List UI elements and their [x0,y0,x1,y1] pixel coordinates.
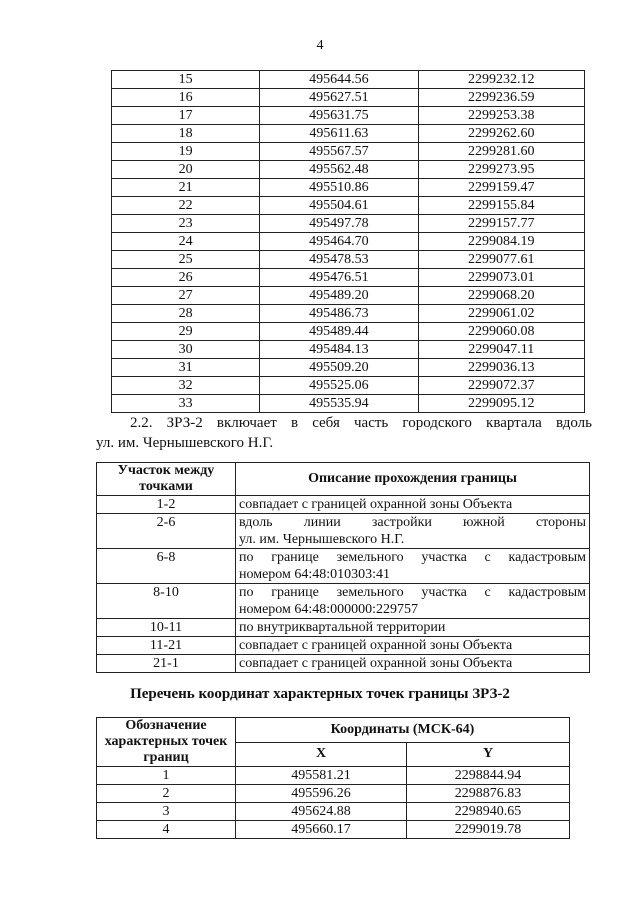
point-number: 29 [112,323,260,341]
coord-x: 495489.20 [260,287,418,305]
point-number: 24 [112,233,260,251]
description-cell [236,496,590,514]
coord-x: 495484.13 [260,341,418,359]
point-number: 21 [112,179,260,197]
coord-x: 495509.20 [260,359,418,377]
coord-x: 495478.53 [260,251,418,269]
table-row [112,341,585,359]
description-line: номером 64:48:000000:229757 [239,602,419,617]
table-row [112,179,585,197]
segment-cell: 10-11 [97,619,236,637]
point-number: 18 [112,125,260,143]
coord-y: 2299155.84 [418,197,584,215]
description-cell [236,655,590,673]
coord-y: 2299047.11 [418,341,584,359]
table-row [97,803,570,821]
table-row [97,584,590,619]
description-line: по границе земельного участка с кадастровым [239,585,586,600]
coord-x: 495596.26 [236,785,407,803]
coord-y: 2298844.94 [407,767,570,785]
point-number: 26 [112,269,260,287]
paragraph-word: городского [402,415,472,431]
header-segment: Участок между точками [97,463,236,496]
coord-y: 2299084.19 [418,233,584,251]
description-line: вдоль линии застройки южной стороны [239,515,586,530]
segment-cell: 2-6 [97,514,236,549]
coord-x: 495631.75 [260,107,418,125]
header-y: Y [407,742,570,767]
point-number: 23 [112,215,260,233]
coord-y: 2299036.13 [418,359,584,377]
coord-x: 495660.17 [236,821,407,839]
coord-y: 2299019.78 [407,821,570,839]
description-cell [236,514,590,549]
coord-y: 2299157.77 [418,215,584,233]
point-number: 20 [112,161,260,179]
coord-y: 2298940.65 [407,803,570,821]
paragraph-line-2: ул. им. Чернышевского Н.Г. [96,435,274,451]
table-row [112,287,585,305]
paragraph-word: квартала [486,415,542,431]
table-row [112,161,585,179]
coord-y: 2299273.95 [418,161,584,179]
coord-x: 495476.51 [260,269,418,287]
coord-x: 495535.94 [260,395,418,413]
header-x: X [236,742,407,767]
table-row [112,323,585,341]
coord-x: 495497.78 [260,215,418,233]
point-number: 27 [112,287,260,305]
point-number: 31 [112,359,260,377]
table-row [112,377,585,395]
table-row [112,359,585,377]
coordinates-table-continued [111,70,585,413]
description-cell [236,619,590,637]
point-number: 28 [112,305,260,323]
coord-x: 495504.61 [260,197,418,215]
point-number: 19 [112,143,260,161]
coord-y: 2299232.12 [418,71,584,89]
coord-x: 495581.21 [236,767,407,785]
table-row [112,305,585,323]
table-row [112,107,585,125]
coord-y: 2299159.47 [418,179,584,197]
segment-cell: 6-8 [97,549,236,584]
table-row [97,619,590,637]
coord-x: 495486.73 [260,305,418,323]
point-number: 22 [112,197,260,215]
paragraph-word: часть [354,415,389,431]
coord-x: 495562.48 [260,161,418,179]
table-row [97,637,590,655]
paragraph-word: себя [312,415,340,431]
table-row [97,767,570,785]
description-cell [236,637,590,655]
point-number: 17 [112,107,260,125]
point-number: 25 [112,251,260,269]
description-line: номером 64:48:010303:41 [239,567,391,582]
table-row [112,395,585,413]
table-row [112,143,585,161]
segment-cell: 1-2 [97,496,236,514]
paragraph-word: 2.2. [130,415,153,431]
table-row [112,197,585,215]
paragraph-word: ЗРЗ-2 [166,415,203,431]
coord-y: 2299095.12 [418,395,584,413]
table-row [112,251,585,269]
point-number: 1 [97,767,236,785]
point-number: 4 [97,821,236,839]
paragraph-line-1 [96,413,592,433]
coord-x: 495567.57 [260,143,418,161]
table-row [112,89,585,107]
description-line: по внутриквартальной территории [239,620,446,635]
coord-y: 2299060.08 [418,323,584,341]
header-description: Описание прохождения границы [236,463,590,496]
coordinates-heading: Перечень координат характерных точек границы ЗРЗ-2 [130,686,510,702]
table-row [97,549,590,584]
table-row [112,233,585,251]
point-number: 3 [97,803,236,821]
coord-x: 495624.88 [236,803,407,821]
table-row [97,655,590,673]
paragraph-word: в [290,415,299,431]
page-number: 4 [316,38,324,53]
header-point: Обозначение характерных точек границ [97,718,236,767]
coord-y: 2299077.61 [418,251,584,269]
description-line: совпадает с границей охранной зоны Объекта [239,638,513,653]
coord-y: 2299281.60 [418,143,584,161]
coord-x: 495489.44 [260,323,418,341]
table-row [112,269,585,287]
point-number: 16 [112,89,260,107]
boundary-description-table [96,462,590,673]
table-row [112,215,585,233]
table-row [112,125,585,143]
table-row [97,785,570,803]
point-number: 2 [97,785,236,803]
coord-y: 2299253.38 [418,107,584,125]
segment-cell: 11-21 [97,637,236,655]
paragraph-word: включает [216,415,277,431]
section-paragraph [96,413,592,453]
description-cell [236,549,590,584]
point-number: 30 [112,341,260,359]
point-number: 15 [112,71,260,89]
description-line: по границе земельного участка с кадастровым [239,550,586,565]
coord-x: 495525.06 [260,377,418,395]
segment-cell: 21-1 [97,655,236,673]
table-row [97,821,570,839]
coord-y: 2299236.59 [418,89,584,107]
paragraph-word: вдоль [556,415,592,431]
coord-y: 2299068.20 [418,287,584,305]
description-cell [236,584,590,619]
description-line: совпадает с границей охранной зоны Объекта [239,497,513,512]
coord-x: 495611.63 [260,125,418,143]
header-coords: Координаты (МСК-64) [236,718,570,743]
coord-y: 2298876.83 [407,785,570,803]
description-line: совпадает с границей охранной зоны Объекта [239,656,513,671]
coord-y: 2299073.01 [418,269,584,287]
coord-x: 495510.86 [260,179,418,197]
point-number: 32 [112,377,260,395]
description-line: ул. им. Чернышевского Н.Г. [239,532,405,547]
coord-x: 495627.51 [260,89,418,107]
coord-y: 2299262.60 [418,125,584,143]
segment-cell: 8-10 [97,584,236,619]
coord-y: 2299072.37 [418,377,584,395]
table-row [97,514,590,549]
table-row [97,496,590,514]
coord-x: 495644.56 [260,71,418,89]
table-row [112,71,585,89]
coord-y: 2299061.02 [418,305,584,323]
point-number: 33 [112,395,260,413]
coordinates-table-zrz2 [96,717,570,839]
coord-x: 495464.70 [260,233,418,251]
